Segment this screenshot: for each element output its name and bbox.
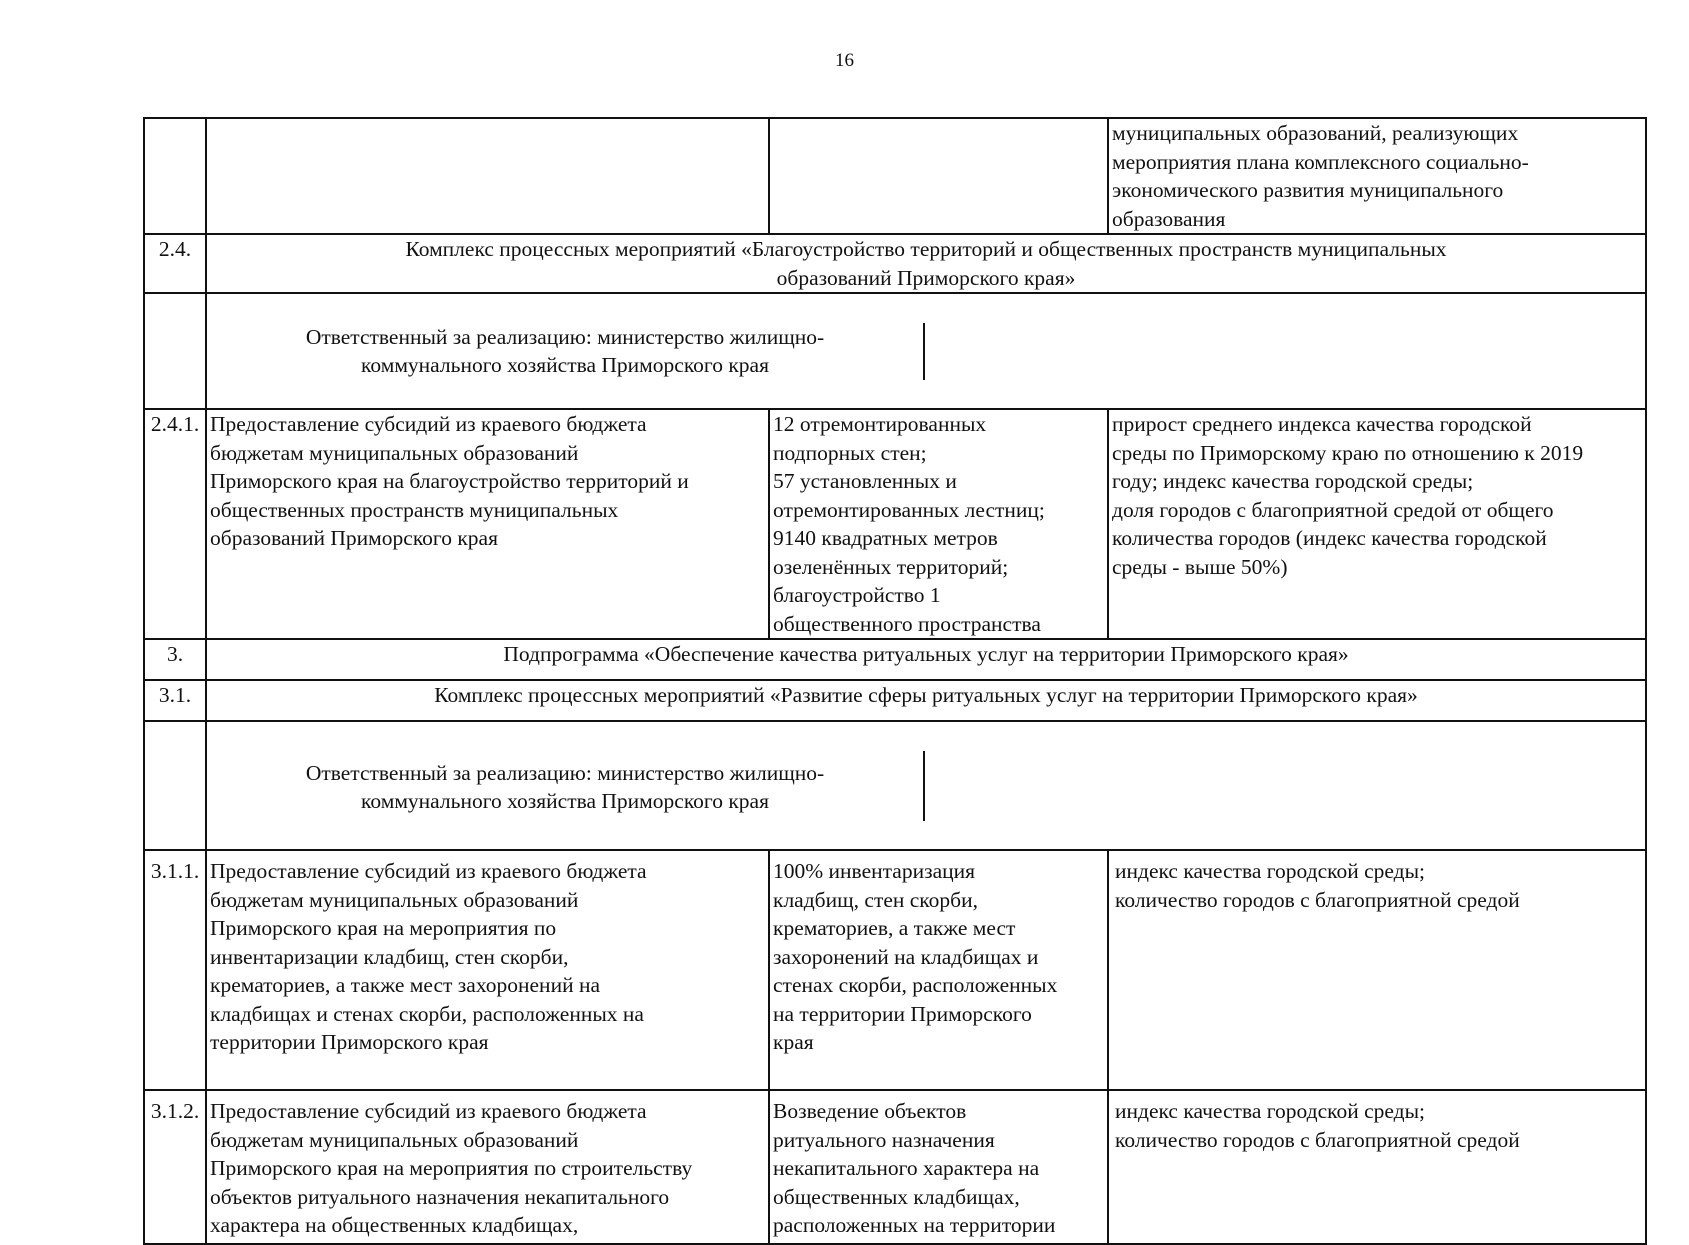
- row-number: 2.4.1.: [144, 409, 206, 639]
- page-number: 16: [835, 50, 854, 71]
- table-row: [144, 118, 1646, 234]
- measures-table: [143, 117, 1647, 1245]
- indicator-cell: индекс качества городской среды; количество городов с благоприятной средой: [1108, 1090, 1646, 1244]
- measure-name-cell: Предоставление субсидий из краевого бюджета бюджетам муниципальных образований Приморского края на благоустройство территорий и общественных пространств муниципальных образований Приморского края: [206, 409, 769, 639]
- measure-name-cell: [206, 118, 769, 234]
- row-number: 3.1.1.: [144, 850, 206, 1090]
- row-number: [144, 118, 206, 234]
- responsible-row: [206, 721, 1646, 850]
- indicator-cell: муниципальных образований, реализующих мероприятия плана комплексного социально- экономического развития муниципального образования: [1108, 118, 1646, 234]
- row-number: [144, 721, 206, 850]
- indicator-cell: индекс качества городской среды; количество городов с благоприятной средой: [1108, 850, 1646, 1090]
- table-row: [144, 721, 1646, 850]
- measure-name-cell: Предоставление субсидий из краевого бюджета бюджетам муниципальных образований Приморского края на мероприятия по инвентаризации кладбищ, стен скорби, крематориев, а также мест захоронений на кладбищах и стенах скорби, расположенных на территории Приморского края: [206, 850, 769, 1090]
- section-title: Комплекс процессных мероприятий «Благоустройство территорий и общественных пространств муниципальных образований Приморского края»: [206, 234, 1646, 293]
- table-row: [144, 409, 1646, 639]
- result-cell: 100% инвентаризация кладбищ, стен скорби, крематориев, а также мест захоронений на кладбищах и стенах скорби, расположенных на территории Приморского края: [769, 850, 1108, 1090]
- table-row: [144, 850, 1646, 1090]
- responsible-empty-cell: [925, 323, 1645, 380]
- row-number: [144, 293, 206, 409]
- indicator-cell: прирост среднего индекса качества городской среды по Приморскому краю по отношению к 2019 году; индекс качества городской среды; доля городов с благоприятной средой от общего количества городов (индекс качества городской среды - выше 50%): [1108, 409, 1646, 639]
- table-row: [144, 1090, 1646, 1244]
- measure-name-cell: Предоставление субсидий из краевого бюджета бюджетам муниципальных образований Приморского края на мероприятия по строительству объектов ритуального назначения некапитального характера на общественных кладбищах,: [206, 1090, 769, 1244]
- section-title: Подпрограмма «Обеспечение качества ритуальных услуг на территории Приморского края»: [206, 639, 1646, 680]
- result-cell: 12 отремонтированных подпорных стен; 57 установленных и отремонтированных лестниц; 9140 квадратных метров озеленённых территорий; благоустройство 1 общественного пространства: [769, 409, 1108, 639]
- row-number: 2.4.: [144, 234, 206, 293]
- table-row: [144, 234, 1646, 293]
- result-cell: [769, 118, 1108, 234]
- result-cell: Возведение объектов ритуального назначения некапитального характера на общественных кладбищах, расположенных на территории: [769, 1090, 1108, 1244]
- row-number: 3.: [144, 639, 206, 680]
- responsible-text: Ответственный за реализацию: министерство жилищно- коммунального хозяйства Приморского края: [207, 751, 925, 821]
- row-number: 3.1.2.: [144, 1090, 206, 1244]
- responsible-empty-cell: [925, 751, 1645, 821]
- responsible-row: [206, 293, 1646, 409]
- section-title: Комплекс процессных мероприятий «Развитие сферы ритуальных услуг на территории Приморского края»: [206, 680, 1646, 721]
- row-number: 3.1.: [144, 680, 206, 721]
- table-row: [144, 680, 1646, 721]
- table-row: [144, 293, 1646, 409]
- table-row: [144, 639, 1646, 680]
- responsible-text: Ответственный за реализацию: министерство жилищно- коммунального хозяйства Приморского края: [207, 323, 925, 380]
